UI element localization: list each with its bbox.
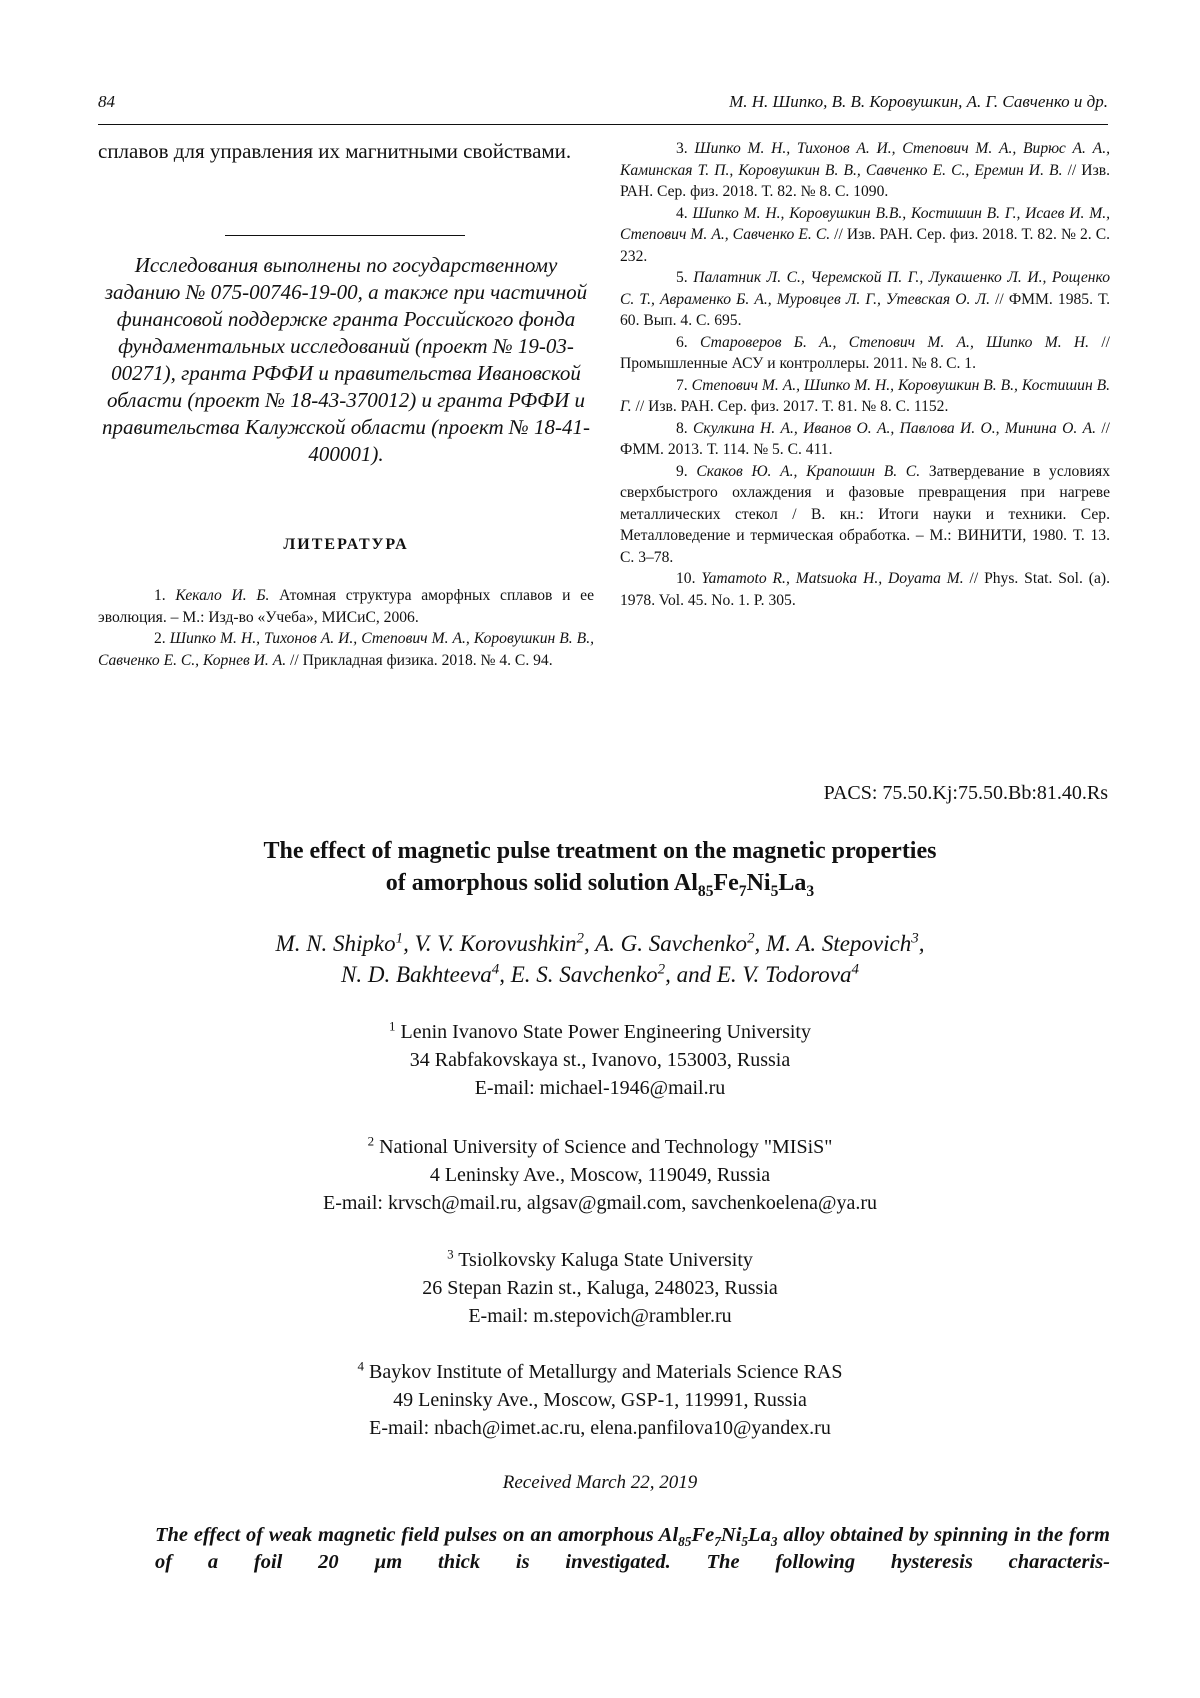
formula-element: Ni — [720, 1524, 742, 1546]
received-date: Received March 22, 2019 — [502, 1472, 698, 1493]
reference-text: Затвердевание в условиях сверхбыстрого охлаждения и фазовые превращения при нагреве металлических стекол / В. кн.: Итоги науки и техники. Сер. Металловедение и термическая обработка. – М.: ВИНИТИ, 1980. Т. 13. С. 3–78. — [620, 462, 1111, 566]
reference-number: 6. — [676, 333, 700, 351]
title-line-2-prefix: of amorphous solid solution — [385, 870, 674, 896]
reference-authors: Шипко М. Н., Тихонов А. И., Степович М. А., Коровушкин В. В., Савченко Е. С., Корнев И. А. — [98, 630, 594, 669]
reference-text: // Изв. РАН. Сер. физ. 2017. Т. 81. № 8. С. 1152. — [635, 398, 949, 415]
reference-item — [98, 628, 594, 671]
reference-authors: Степович М. А., Шипко М. Н., Коровушкин В. В., Костишин В. Г. — [620, 376, 1111, 415]
reference-number: 5. — [676, 269, 694, 286]
author-list — [100, 928, 1100, 990]
reference-authors: Палатник Л. С., Черемской П. Г., Лукашенко Л. И., Рощенко С. Т., Авраменко Б. А., Муровцев Л. Г., Утевская О. Л. — [620, 269, 1110, 308]
reference-item — [620, 461, 1110, 569]
reference-item — [620, 138, 1110, 203]
affiliation-name-text: Tsiolkovsky Kaluga State University — [453, 1249, 753, 1271]
reference-number: 9. — [676, 462, 697, 480]
abstract-part-2: alloy obtained by spinning in the form of a foil 20 µm thick is investigated. The following hysteresis characteris- — [155, 1524, 1110, 1573]
affiliation-name — [100, 1133, 1100, 1161]
abstract-part-1: The effect of weak magnetic field pulses on an amorphous — [155, 1524, 659, 1546]
affiliation-address: 34 Rabfakovskaya st., Ivanovo, 153003, Russia — [409, 1049, 791, 1071]
author-separator: , — [583, 931, 596, 956]
reference-text: // Прикладная физика. 2018. № 4. С. 94. — [290, 651, 553, 669]
reference-authors: Скаков Ю. А., Крапошин В. С. — [696, 462, 929, 480]
reference-item — [98, 585, 594, 628]
author-separator: , — [918, 931, 925, 956]
reference-item — [620, 568, 1110, 611]
title-line-2 — [100, 867, 1100, 899]
affiliation-1 — [100, 1018, 1100, 1102]
formula-element: La — [748, 1524, 771, 1546]
reference-authors: Староверов Б. А., Степович М. А., Шипко М. Н. — [699, 333, 1102, 351]
formula-element: Al — [658, 1524, 679, 1546]
formula-subscript: 3 — [806, 882, 815, 900]
affiliation-email: E-mail: nbach@imet.ac.ru, elena.panfilova10@yandex.ru — [369, 1417, 831, 1439]
author-separator: , — [403, 931, 415, 956]
reference-number: 7. — [676, 376, 692, 394]
formula-subscript: 5 — [770, 882, 779, 900]
author-affiliation-mark: 4 — [851, 961, 859, 978]
title-formula — [673, 870, 815, 900]
affiliation-email: E-mail: krvsch@mail.ru, algsav@gmail.com, savchenkoelena@ya.ru — [323, 1192, 877, 1214]
author-separator: , — [754, 931, 767, 956]
reference-item — [620, 267, 1110, 332]
author-affiliation-mark: 2 — [747, 930, 755, 947]
author-affiliation-mark: 1 — [395, 930, 404, 947]
abstract-formula — [658, 1524, 778, 1550]
formula-element: La — [778, 870, 807, 896]
formula-subscript: 7 — [714, 1534, 721, 1550]
reference-authors: Кекало И. Б. — [175, 587, 280, 604]
reference-item — [620, 203, 1110, 268]
reference-authors: Скулкина Н. А., Иванов О. А., Павлова И. О., Минина О. А. — [693, 419, 1102, 437]
author-name: M. N. Shipko — [275, 931, 396, 956]
formula-subscript: 5 — [741, 1534, 749, 1550]
author-separator: , — [499, 962, 511, 987]
reference-item — [620, 332, 1110, 375]
header-rule — [98, 124, 1108, 125]
reference-authors: Yamamoto R., Matsuoka H., Doyama M. — [701, 570, 970, 587]
pacs-codes: PACS: 75.50.Kj:75.50.Bb:81.40.Rs — [823, 782, 1108, 804]
author-name: M. A. Stepovich — [766, 931, 912, 956]
affiliation-3 — [100, 1246, 1100, 1330]
affiliation-address: 49 Leninsky Ave., Moscow, GSP-1, 119991, Russia — [393, 1389, 807, 1411]
author-separator: , and — [665, 962, 717, 987]
reference-text: // Изв. РАН. Сер. физ. 2018. Т. 82. № 8. С. 1090. — [620, 161, 1110, 200]
reference-item — [620, 418, 1110, 461]
reference-text: // ФММ. 1985. Т. 60. Вып. 4. С. 695. — [620, 290, 1110, 329]
running-head: М. Н. Шипко, В. В. Коровушкин, А. Г. Савченко и др. — [729, 92, 1108, 111]
author-affiliation-mark: 2 — [657, 961, 666, 978]
article-title — [100, 835, 1100, 899]
affiliation-address: 26 Stepan Razin st., Kaluga, 248023, Russia — [422, 1277, 778, 1299]
formula-subscript: 85 — [697, 882, 714, 900]
formula-subscript: 3 — [770, 1534, 778, 1550]
affiliation-name-text: Baykov Institute of Metallurgy and Materials Science RAS — [364, 1361, 843, 1383]
reference-number: 8. — [676, 419, 694, 437]
affiliation-name — [100, 1018, 1100, 1046]
affiliation-name — [100, 1246, 1100, 1274]
formula-element: Al — [673, 870, 698, 896]
affiliation-2 — [100, 1133, 1100, 1217]
formula-element: Ni — [746, 870, 771, 896]
affiliation-number: 4 — [357, 1358, 365, 1374]
reference-authors: Шипко М. Н., Тихонов А. И., Степович М. А., Вирюс А. А., Каминская Т. П., Коровушкин В. В., Савченко Е. С., Еремин И. В. — [620, 140, 1110, 179]
affiliation-email: E-mail: michael-1946@mail.ru — [474, 1077, 726, 1099]
affiliation-number: 1 — [389, 1018, 396, 1034]
reference-text: // Phys. Stat. Sol. (a). 1978. Vol. 45. No. 1. P. 305. — [620, 570, 1111, 609]
affiliation-name-text: National University of Science and Technology "MISiS" — [374, 1136, 833, 1158]
formula-subscript: 85 — [678, 1534, 692, 1550]
title-line-1: The effect of magnetic pulse treatment on the magnetic properties — [263, 838, 937, 864]
reference-number: 2. — [154, 630, 170, 647]
reference-number: 1. — [154, 587, 176, 604]
affiliation-number: 2 — [367, 1133, 375, 1149]
reference-authors: Шипко М. Н., Коровушкин В.В., Костишин В. Г., Исаев И. М., Степович М. А., Савченко Е. С. — [620, 204, 1110, 243]
references-heading: ЛИТЕРАТУРА — [283, 536, 409, 553]
section-divider — [225, 235, 465, 236]
references-list-left — [98, 585, 594, 671]
page-number: 84 — [98, 92, 115, 111]
author-name: N. D. Bakhteeva — [341, 962, 492, 987]
reference-text: Атомная структура аморфных сплавов и ее эволюция. – М.: Изд-во «Учеба», МИСиС, 2006. — [98, 587, 594, 626]
author-name: E. V. Todorova — [716, 962, 852, 987]
reference-text: // Изв. РАН. Сер. физ. 2018. Т. 82. № 2. С. 232. — [620, 226, 1110, 265]
author-affiliation-mark: 3 — [911, 930, 919, 947]
author-name: V. V. Korovushkin — [414, 931, 577, 956]
abstract — [155, 1522, 1110, 1576]
affiliation-4 — [100, 1358, 1100, 1442]
funding-note: Исследования выполнены по государственному заданию № 075-00746-19-00, а также при частичной финансовой поддержке гранта Российского фонда фундаментальных исследований (проект № 19-03-00271), гранта РФФИ и правительства Ивановской области (проект № 18-43-370012) и гранта РФФИ и правительства Калужской области (проект № 18-41-400001). — [102, 253, 590, 466]
author-name: E. S. Savchenko — [510, 962, 658, 987]
affiliation-name-text: Lenin Ivanovo State Power Engineering University — [395, 1021, 811, 1043]
reference-text: // ФММ. 2013. Т. 114. № 5. С. 411. — [620, 419, 1110, 458]
reference-number: 3. — [676, 140, 695, 157]
affiliation-name — [100, 1358, 1100, 1386]
author-affiliation-mark: 4 — [491, 961, 500, 978]
reference-number: 4. — [676, 204, 693, 222]
formula-element: Fe — [691, 1524, 715, 1546]
affiliation-address: 4 Leninsky Ave., Moscow, 119049, Russia — [429, 1164, 771, 1186]
formula-element: Fe — [713, 870, 739, 896]
author-name: A. G. Savchenko — [595, 931, 748, 956]
intro-text: сплавов для управления их магнитными свойствами. — [98, 139, 572, 163]
affiliation-number: 3 — [447, 1246, 454, 1262]
formula-subscript: 7 — [738, 882, 747, 900]
affiliation-email: E-mail: m.stepovich@rambler.ru — [468, 1305, 732, 1327]
author-affiliation-mark: 2 — [576, 930, 584, 947]
reference-text: // Промышленные АСУ и контроллеры. 2011. № 8. С. 1. — [620, 333, 1110, 372]
reference-number: 10. — [676, 570, 702, 587]
reference-item — [620, 375, 1110, 418]
references-list-right — [620, 138, 1110, 611]
